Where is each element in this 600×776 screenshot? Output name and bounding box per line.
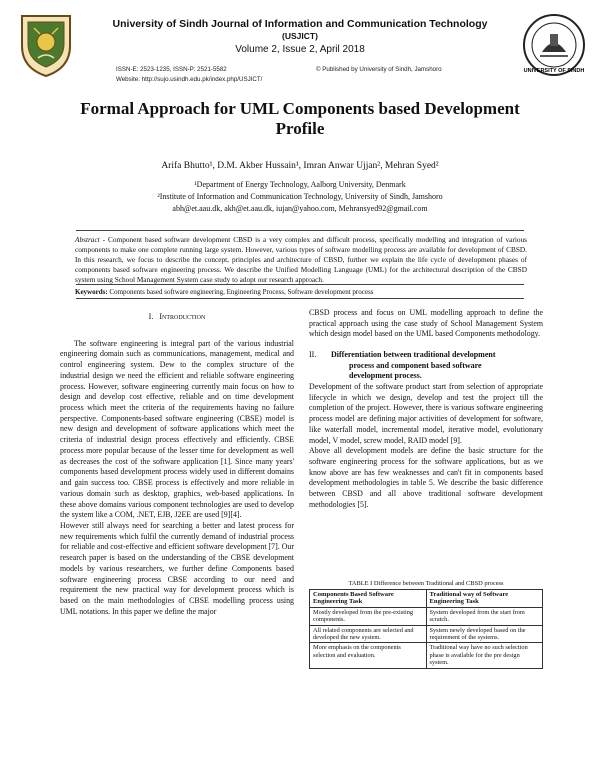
divider-top [76, 230, 524, 231]
table-row [310, 643, 543, 668]
author-emails: abh@et.aau.dk, akh@et.aau.dk, iujan@yahoo.com, Mehransyed92@gmail.com [172, 204, 428, 213]
table1-grid [309, 589, 543, 669]
section2-title-line2: process and component based software [349, 360, 482, 370]
right-paragraph-3: Development of the software product start from selection of appropriate lifecycle in which we design, develop and test the project till the completion of the project. However, there is various software engineering process model are defining major activities of development for software, like waterfall model, incremental model, iterative model, evolutionary model, V model, screw model, RAID model [9]. [309, 381, 543, 445]
section2-heading [309, 350, 543, 382]
keywords-text: Components based software engineering, Engineering Process, Software development process [109, 288, 374, 296]
table-cell: More emphasis on the components selection and evaluation. [310, 643, 427, 668]
issn: ISSN-E: 2523-1235, ISSN-P: 2521-5582 [116, 66, 227, 73]
table-cell: System newly developed based on the requirement of the systems. [426, 625, 543, 643]
paper-title [40, 99, 560, 139]
table-cell: Traditional way have no such selection phase is available for the pre design system. [426, 643, 543, 668]
keywords-label: Keywords: [75, 288, 108, 296]
section2-title-line3: development process. [349, 371, 422, 381]
journal-volume: Volume 2, Issue 2, April 2018 [235, 44, 365, 55]
intro-paragraph-1: The software engineering is integral part of the various industrial engineering domain such as communications, management, medical and control engineering system. Dew to the complex structure of the industrial design we need the efficient and reliable software engineering process. However, software engineering currently main focus on how to design and develop cost effective, reliable and on time development process which meet the criteria of the requirements having no failure perspective. Components-based software engineering (CBSE) model is new design and development of software applications which meet the criteria of industrial design process effectively and efficiently. CBSE process more popular because of the lesser time for development as well as decreases the cost of the software application [1]. Since many years' components based development process widely used in different domains and gain success too. CBSE process is effectively and more reliable in various domain such as desktop, graphics, web-based applications. In these above domains various component technologies are used to develop the system like a COM, .NET, EJB, J2EE are used [9][4]. [60, 338, 294, 520]
affiliation-2: ²Institute of Information and Communication Technology, University of Sindh, Jamshoro [157, 192, 443, 201]
website[interactable]: Website: http://sujo.usindh.edu.pk/index.php/USJICT/ [116, 76, 263, 83]
table1-caption: TABLE I Difference between Traditional and CBSD process [348, 580, 504, 587]
section2-title-line1: Differentiation between traditional development [331, 350, 496, 360]
affiliation-1: ¹Department of Energy Technology, Aalborg University, Denmark [194, 180, 406, 189]
journal-title: University of Sindh Journal of Information and Communication Technology [112, 18, 488, 30]
table-header-row [310, 590, 543, 608]
publisher: © Published by University of Sindh, Jamshoro [316, 66, 442, 73]
left-column [60, 312, 294, 617]
section1-number: I. [148, 312, 154, 321]
paper-title-line2: Profile [275, 119, 325, 138]
table-header-cell: Components Based Software Engineering Task [310, 590, 427, 608]
abstract-text: Component based software development CBSD is a very complex and difficult process, specifically modelling and integration of various components to make one complete running large system. However, various types of software modelling process are available for development of CBSD. In this research, we focus to describe the concept, principles and architecture of CBSD, further we explain the life cycle of development phases of components based software engineering process. We describe the Unified Modelling Language (UML) for the architectural description of the CBSD system using School Management System case study to adopt our research approach. [75, 235, 528, 284]
table-row [310, 607, 543, 625]
abstract [75, 235, 527, 285]
journal-abbreviation: (USJICT) [282, 31, 318, 41]
right-column [309, 308, 543, 511]
intro-paragraph-2: However still always need for searching a better and latest process for new requirements which fulfil the currently demand of industrial process for reliable and cost-effective and efficient software development [7]. Our research paper is based on the understanding of the CBSE development models by various researchers, we further define Components based software engineering process CBSE according to our need and requirement the new practical way for development process which is based on the main methodologies of CBSE modelling process using UML notations. In this paper we define the major [60, 520, 294, 616]
right-paragraph-4: Above all development models are define the basic structure for the software engineering process for the software applications, but as we know above are has few weaknesses and can't fit in components based development methodologies in table 5. We describe the basic difference between CBSD and all above traditional software development methodologies [5]. [309, 446, 543, 509]
table1 [309, 580, 543, 669]
abstract-label: Abstract - [75, 235, 106, 244]
divider-middle [76, 284, 524, 285]
seal-text: UNIVERSITY OF SINDH [523, 68, 585, 74]
section2-number: II. [309, 350, 317, 360]
section2-title [331, 350, 496, 382]
authors: Arifa Bhutto¹, D.M. Akber Hussain¹, Imran Anwar Ujjan², Mehran Syed² [161, 161, 439, 171]
table-header-cell: Traditional way of Software Engineering Task [426, 590, 543, 608]
section1-heading [60, 312, 294, 323]
paper-title-line1: Formal Approach for UML Components based Development [80, 99, 520, 118]
keywords [75, 288, 527, 296]
table-cell: System developed from the start from scratch. [426, 607, 543, 625]
section1-title: Introduction [159, 312, 206, 321]
divider-bottom [76, 298, 524, 299]
table-cell: Mostly developed from the pre-existing components. [310, 607, 427, 625]
table-row [310, 625, 543, 643]
table-cell: All related components are selected and developed the new system. [310, 625, 427, 643]
right-paragraph-cont: CBSD process and focus on UML modelling approach to define the practical approach using the case study of School Management System which design model based on the UML based Components methodology. [309, 308, 543, 339]
